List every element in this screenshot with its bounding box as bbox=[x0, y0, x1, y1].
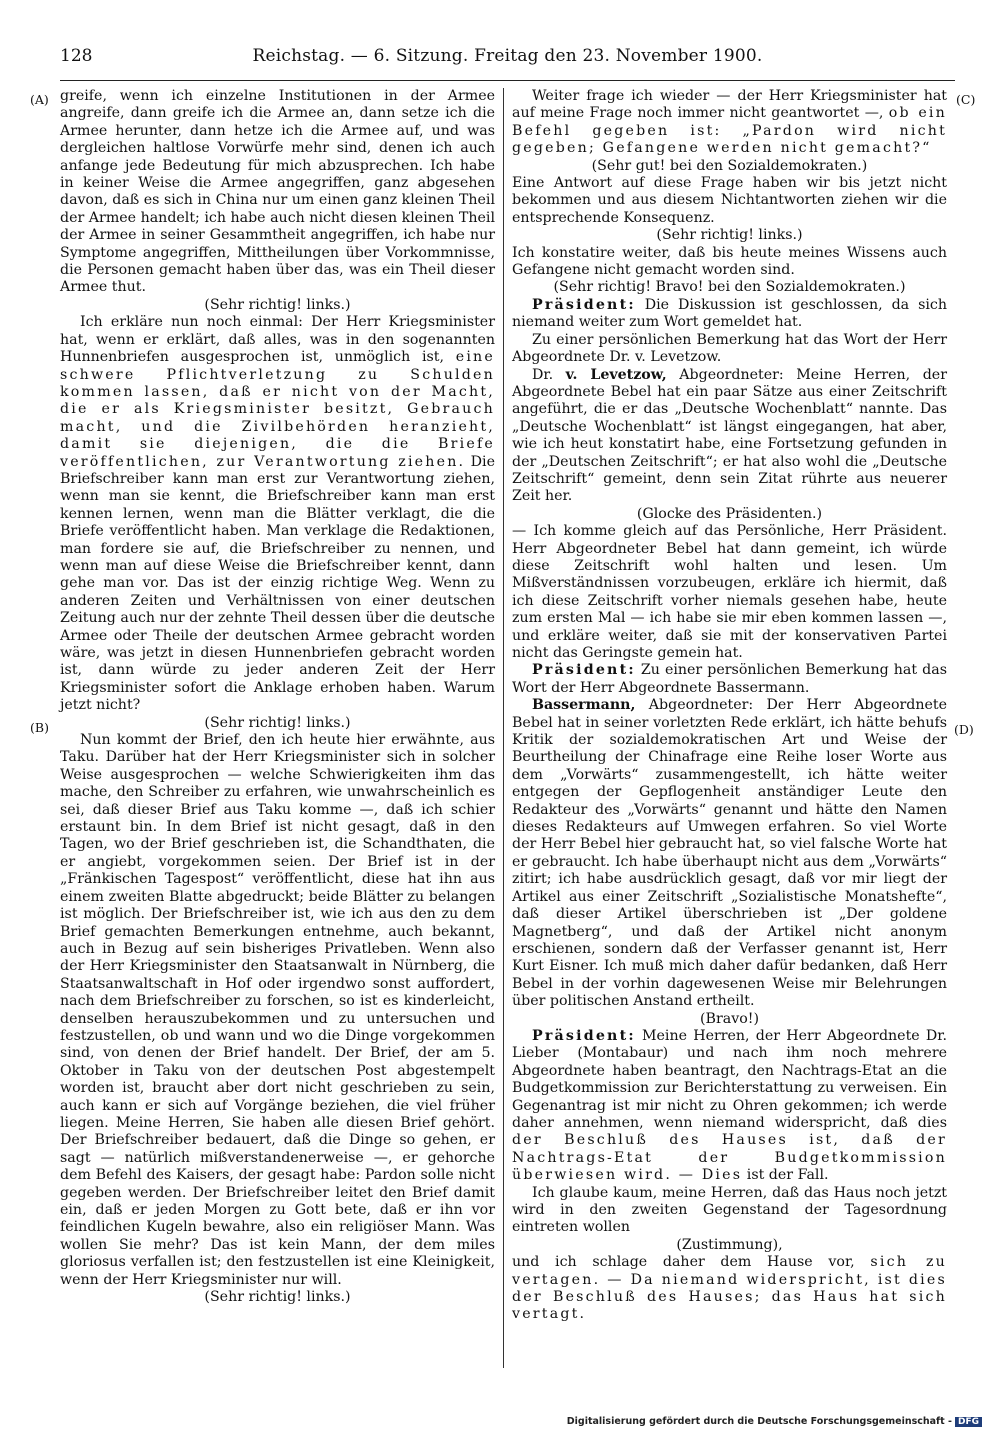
text: Dr. bbox=[532, 366, 566, 383]
reaction: (Sehr richtig! links.) bbox=[204, 296, 351, 313]
margin-marker-c: (C) bbox=[956, 92, 976, 107]
speech-levetzow bbox=[512, 367, 947, 506]
paragraph: — Ich komme gleich auf das Persönliche, Herr Präsident. Herr Abgeordneter Bebel hat dann gemeint, ich würde diese Zeitschrift wohl halten und lesen. Um Mißverständnissen vorzubeugen, erkläre ich hiermit, daß ich diese Zeitschrift vorher niemals gesehen habe, heute zum ersten Mal — ich habe sie mir eben kommen lassen —, und erkläre weiter, daß sie mit der konservativen Partei nicht das Geringste gemein hat. bbox=[512, 523, 947, 661]
text: Meine Herren, der Herr Abgeordnete Dr. Lieber (Montabaur) und nach ihm noch mehrere Abgeordnete haben beantragt, den Nachtrags-Etat an die Budgetkommission zur Berichterstattung zu verweisen. Ein Gegenantrag ist mir nicht zu Ohren gekommen; ich werde daher annehmen, wenn niemand widerspricht, daß dies bbox=[512, 1027, 947, 1131]
text: Ich erkläre nun noch einmal: Der Herr Kriegsminister hat, wenn er erklärt, daß alles, was in den sogenannten Hunnenbriefen ausgesprochen ist, unmöglich ist, bbox=[60, 314, 495, 366]
reaction: (Zustimmung), bbox=[676, 1236, 783, 1253]
margin-marker-a: (A) bbox=[30, 92, 49, 107]
speaker-name: v. Levetzow, bbox=[565, 366, 667, 383]
paragraph: greife, wenn ich einzelne Institutionen in der Armee angreife, dann greife ich die Armee an, dann setze ich die Armee herunter, dann hetze ich die Armee auf, und was dergleichen haltlose Vorwürfe mehr sind, denen ich auch anfange jede Bedeutung für mich abzusprechen. Ich habe in keiner Weise die Armee angegriffen, ganz abgesehen davon, daß es sich in China nur um einen ganz kleinen Theil der Armee handelt; ich habe auch nicht diesen kleinen Theil der Armee in seiner Gesammtheit angegriffen, ich habe nur Symptome angegriffen, Mittheilungen über Vorkommnisse, die Personen gemacht haben über das, was ein Theil dieser Armee thut. bbox=[60, 88, 495, 296]
text: Abgeordneter: Der Herr Abgeordnete Bebel hat in seiner vorletzten Rede erklärt, ich hätte behufs Kritik der sozialdemokratischen Art und Weise der Beurtheilung der Chinafrage eine Reihe loser Worte aus dem „Vorwärts“ zusammengestellt, ich hätte weiter entgegen der Gepflogenheit anständiger Leute den Redakteur des „Vorwärts“ genannt und hätte den Namen dieses Redakteurs auf Umwegen erfahren. So viel Worte der Herr Bebel hier gebraucht hat, so viel falsche Worte hat er gebraucht. Ich habe überhaupt nicht aus dem „Vorwärts“ zitirt; ich habe ausdrücklich gesagt, daß vor mir liegt der Artikel aus einer Zeitschrift „Sozialistische Monatshefte“, daß dieser Artikel überschrieben ist „Der goldene Magnetberg“, und daß der Artikel nicht anonym erschienen, sondern daß der Verfasser genannt ist, Herr Kurt Eisner. Ich muß mich daher dafür bedanken, daß Herr Bebel in der vorhin dagewesenen Weise mir Belehrungen über politischen Anstand ertheilt. bbox=[512, 697, 947, 1010]
speaker-name: Präsident: bbox=[532, 296, 636, 313]
paragraph bbox=[512, 88, 947, 158]
reaction: (Sehr richtig! links.) bbox=[204, 714, 351, 731]
header-rule bbox=[60, 80, 955, 81]
text: Zu einer persönlichen Bemerkung hat das Wort der Herr Abgeordnete Bassermann. bbox=[512, 662, 947, 696]
text: ist der Fall. bbox=[742, 1167, 829, 1184]
speaker-name: Präsident: bbox=[532, 662, 636, 679]
text: und ich schlage daher dem Hause vor, bbox=[512, 1254, 871, 1271]
dfg-logo: DFG bbox=[955, 1417, 982, 1427]
page-header bbox=[60, 46, 955, 76]
speech-president bbox=[512, 1028, 947, 1185]
reaction: (Sehr richtig! Bravo! bei den Sozialdemokraten.) bbox=[553, 279, 906, 296]
footer-text: Digitalisierung gefördert durch die Deutsche Forschungsgemeinschaft - bbox=[566, 1416, 952, 1427]
reaction: (Sehr richtig! links.) bbox=[656, 227, 803, 244]
reaction: (Bravo!) bbox=[700, 1010, 759, 1027]
speech-president bbox=[512, 662, 947, 697]
reaction: (Sehr gut! bei den Sozialdemokraten.) bbox=[591, 157, 868, 174]
running-title: Reichstag. — 6. Sitzung. Freitag den 23. November 1900. bbox=[252, 46, 763, 66]
text: Weiter frage ich wieder — der Herr Kriegsminister hat auf meine Frage noch immer nicht geantwortet —, bbox=[512, 88, 947, 122]
margin-marker-d: (D) bbox=[954, 722, 974, 737]
paragraph: Nun kommt der Brief, den ich heute hier erwähnte, aus Taku. Darüber hat der Herr Kriegsminister sich in solcher Weise ausgesprochen — welche Schwierigkeiten ihm das mache, den Schreiber zu erfahren, wie unwahrscheinlich es sei, daß dieser Brief aus Taku komme —, daß ich schier erstaunt bin. In dem Brief ist nicht gesagt, daß in den Tagen, wo der Brief geschrieben ist, die Schandthaten, die er angiebt, vorgekommen seien. Der Brief ist in der „Fränkischen Tagespost“ veröffentlicht, diese hat ihn aus einem zweiten Blatte abgedruckt; beide Blätter zu belangen ist möglich. Der Briefschreiber ist, wie ich aus den zu dem Brief gemachten Bemerkungen entnehme, auch bekannt, auch in Bezug auf sein bisheriges Privatleben. Wenn also der Herr Kriegsminister den Staatsanwalt in Nürnberg, die Staatsanwaltschaft in Hof oder irgendwo sonst auffordert, nach dem Briefschreiber zu forschen, so ist es kinderleicht, denselben herauszubekommen und zu untersuchen und festzustellen, ob und wann und wo die Dinge vorgekommen sind, von denen der Brief handelt. Der Brief, der am 5. Oktober in Taku von der deutschen Post abgestempelt worden ist, braucht aber dort nicht geschrieben zu sein, auch kann er sich auf Vorgänge beziehen, die viel früher liegen. Meine Herren, Sie haben alle diesen Brief gehört. Der Briefschreiber bedauert, daß die Dinge so gehen, er sagt — natürlich mißverstandenerweise —, er gehorche dem Befehl des Kaisers, der gesagt habe: Pardon solle nicht gegeben werden. Der Briefschreiber leitet den Brief damit ein, daß er jeden Morgen zu Gott bete, daß er ihn vor feindlichen Kugeln bewahre, also ein religiöser Mann. Was wollen Sie mehr? Das ist kein Mann, der dem miles gloriosus verfallen ist; den festzustellen ist eine Kleinigkeit, wenn der Herr Kriegsminister nur will. bbox=[60, 732, 495, 1288]
paragraph: Zu einer persönlichen Bemerkung hat das Wort der Herr Abgeordnete Dr. v. Levetzow. bbox=[512, 331, 947, 366]
paragraph bbox=[60, 314, 495, 714]
spaced-emphasis: sich zu vertagen. — Da niemand widerspricht, ist dies der Beschluß des Hauses; das Haus hat sich vertagt. bbox=[512, 1254, 947, 1323]
left-column bbox=[60, 88, 495, 1306]
spaced-emphasis: ob ein Befehl gegeben ist: „Pardon wird nicht gegeben; Gefangene werden nicht gemacht?“ bbox=[512, 105, 947, 157]
text: Abgeordneter: Meine Herren, der Abgeordnete Bebel hat ein paar Sätze aus einer Zeitschrift angeführt, die er das „Deutsche Wochenblatt“ nannte. Das „Deutsche Wochenblatt“ ist längst eingegangen, hat aber, wie ich heut konstatirt habe, eine Fortsetzung gefunden in der „Deutschen Zeitschrift“; er hat also wohl die „Deutsche Zeitschrift“ gemeint, denn sein Zitat rührte aus neuerer Zeit her. bbox=[512, 366, 947, 505]
paragraph: Ich konstatire weiter, daß bis heute meines Wissens auch Gefangene nicht gemacht worden sind. bbox=[512, 244, 947, 279]
speaker-name: Bassermann, bbox=[532, 697, 636, 714]
footer-credit bbox=[567, 1416, 982, 1427]
spaced-emphasis: eine schwere Pflichtverletzung zu Schulden kommen lassen, daß er nicht von der Macht, die er als Kriegsminister besitzt, Gebrauch macht, und die Zivilbehörden heranzieht, damit sie diejenigen, die die Briefe veröffentlichen, zur Verantwortung ziehen. bbox=[60, 349, 495, 470]
column-divider bbox=[503, 88, 504, 1368]
text: Die Briefschreiber kann man erst zur Verantwortung ziehen, wenn man sie kennt, die Briefschreiber kann man erst kennen lernen, wenn man die Blätter verklagt, die die Briefe veröffentlicht haben. Man verklage die Redaktionen, man fordere sie auf, die Briefschreiber zu nennen, und wenn man auf diese Weise die Briefschreiber kennt, dann gehe man vor. Das ist der einzig richtige Weg. Wenn zu anderen Zeiten und Verhältnissen von einer deutschen Zeitung auch nur der zehnte Theil dessen über die deutsche Armee oder Theile der deutschen Armee gebracht worden wäre, was jetzt in diesen Hunnenbriefen gebracht worden ist, dann würde zu jeder anderen Zeit der Herr Kriegsminister sofort die Anklage erhoben haben. Warum jetzt nicht? bbox=[60, 453, 495, 714]
right-column bbox=[512, 88, 947, 1324]
speech-president bbox=[512, 297, 947, 332]
reaction: (Glocke des Präsidenten.) bbox=[636, 505, 823, 522]
paragraph bbox=[512, 1254, 947, 1324]
speech-bassermann bbox=[512, 697, 947, 1010]
text: Die Diskussion ist geschlossen, da sich niemand weiter zum Wort gemeldet hat. bbox=[512, 296, 947, 331]
speaker-name: Präsident: bbox=[532, 1027, 636, 1044]
page-number: 128 bbox=[60, 46, 93, 66]
reaction: (Sehr richtig! links.) bbox=[204, 1289, 351, 1306]
spaced-emphasis: der Beschluß des Hauses ist, daß der Nachtrags-Etat der Budgetkommission überwiesen wird. — Dies bbox=[512, 1132, 947, 1184]
paragraph: Ich glaube kaum, meine Herren, daß das Haus noch jetzt wird in den zweiten Gegenstand der Tagesordnung eintreten wollen bbox=[512, 1184, 947, 1236]
margin-marker-b: (B) bbox=[30, 720, 49, 735]
paragraph: Eine Antwort auf diese Frage haben wir bis jetzt nicht bekommen und aus diesem Nichtantworten ziehen wir die entsprechende Konsequenz. bbox=[512, 175, 947, 226]
